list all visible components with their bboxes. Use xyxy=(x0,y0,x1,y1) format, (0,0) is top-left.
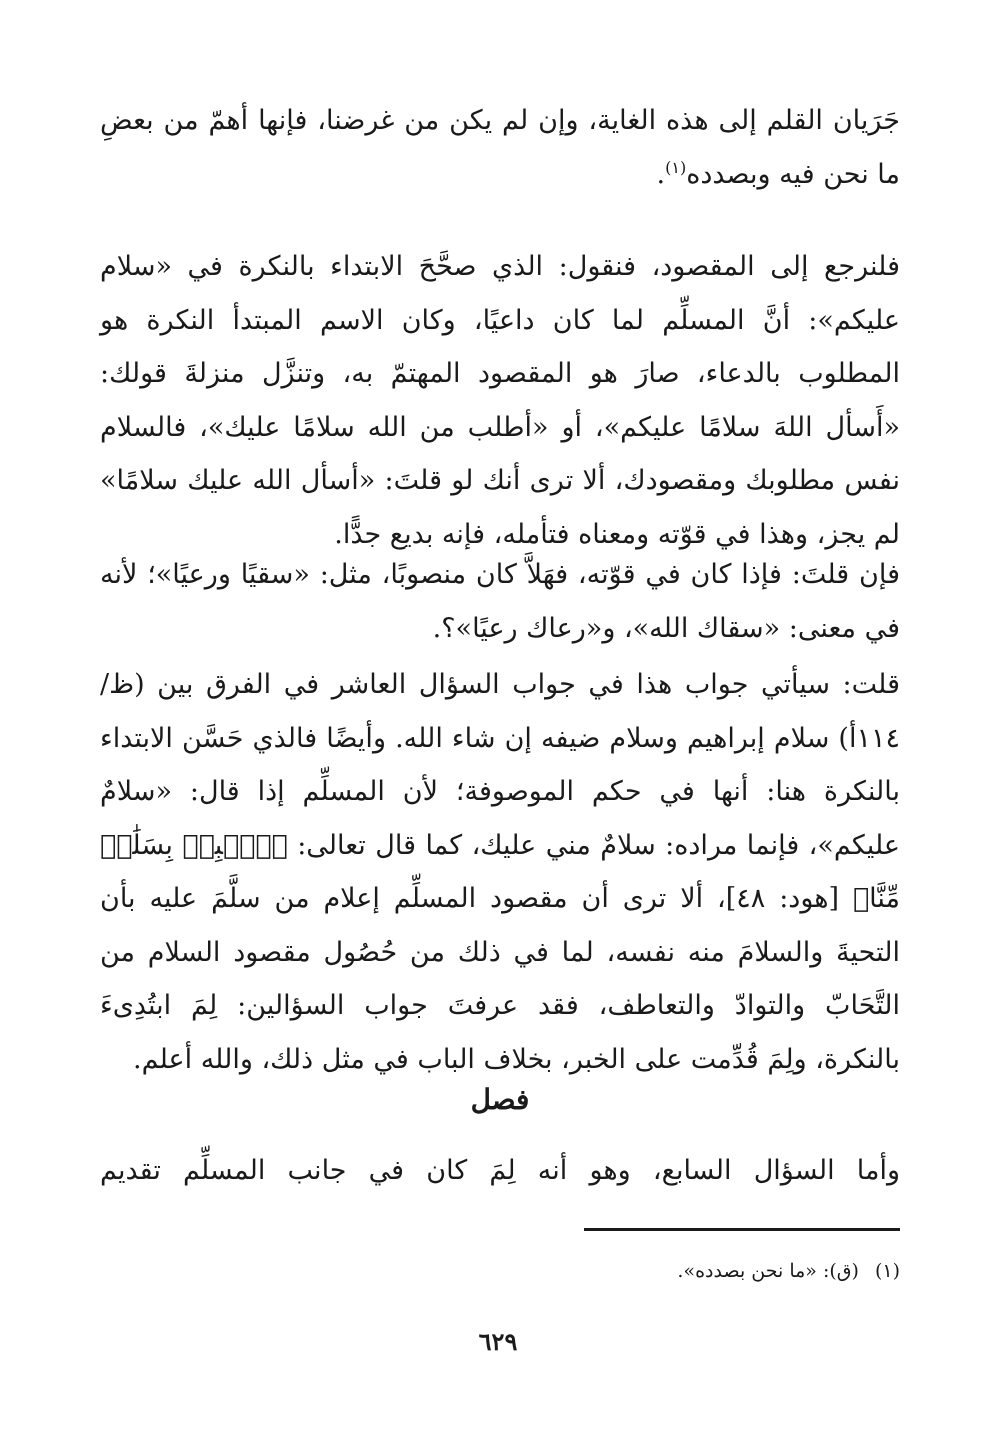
paragraph-1-text: جَرَيان القلم إلى هذه الغاية، وإن لم يكن من غرضنا، فإنها أهمّ من بعضِ ما نحن فيه وبصدده xyxy=(100,105,900,190)
footnote xyxy=(100,1256,900,1286)
footnote-number: (١) xyxy=(874,1260,900,1282)
paragraph-1 xyxy=(100,94,900,201)
footnote-text: (ق): «ما نحن بصدده». xyxy=(677,1260,859,1282)
paragraph-3: فإن قلتَ: فإذا كان في قوّته، فهَلاَّ كان منصوبًا، مثل: «سقيًا ورعيًا»؛ لأنه في معنى: «سقاك الله»، و«رعاك رعيًا»؟. xyxy=(100,559,900,644)
paragraph-4: قلت: سيأتي جواب هذا في جواب السؤال العاشر في الفرق بين (ظ/١١٤أ) سلام إبراهيم وسلام ضيفه إن شاء الله. وأيضًا فالذي حَسَّن الابتداء بالنكرة هنا: أنها في حكم الموصوفة؛ لأن المسلِّم إذا قال: «سلامٌ عليكم»، فإنما مراده: سلامٌ مني عليك، كما قال تعالى: ﴿ٱهۡبِطۡ بِسَلَٰمٖ مِّنَّا﴾ [هود: ٤٨]، ألا ترى أن مقصود المسلِّم إعلام من سلَّمَ عليه بأن التحيةَ والسلامَ منه نفسه، لما في ذلك من حُصُول مقصود السلام من التَّحَابّ والتوادّ والتعاطف، فقد عرفتَ جواب السؤالين: لِمَ ابتُدِىءَ بالنكرة، ولِمَ قُدِّمت على الخبر، بخلاف الباب في مثل ذلك، والله أعلم. xyxy=(100,669,900,1075)
section-heading: فصل xyxy=(470,1083,530,1116)
paragraph-2: فلنرجع إلى المقصود، فنقول: الذي صحَّحَ الابتداء بالنكرة في «سلام عليكم»: أنَّ المسلِّم لما كان داعيًا، وكان الاسم المبتدأ النكرة هو المطلوب بالدعاء، صارَ هو المقصود المهتمّ به، وتنزَّل منزلةَ قولك: «أَسأل اللهَ سلامًا عليكم»، أو «أطلب من الله سلامًا عليك»، فالسلام نفس مطلوبك ومقصودك، ألا ترى أنك لو قلتَ: «أسأل الله عليك سلامًا» لم يجز، وهذا في قوّته ومعناه فتأمله، فإنه بديع جدًّا. xyxy=(100,251,900,550)
page-number: ٦٢٩ xyxy=(478,1327,518,1356)
paragraph-1-end: . xyxy=(656,158,666,190)
footnote-divider xyxy=(584,1228,900,1231)
footnote-reference: (١) xyxy=(665,157,687,177)
paragraph-5: وأما السؤال السابع، وهو أنه لِمَ كان في جانب المسلِّم تقديم xyxy=(100,1155,900,1186)
